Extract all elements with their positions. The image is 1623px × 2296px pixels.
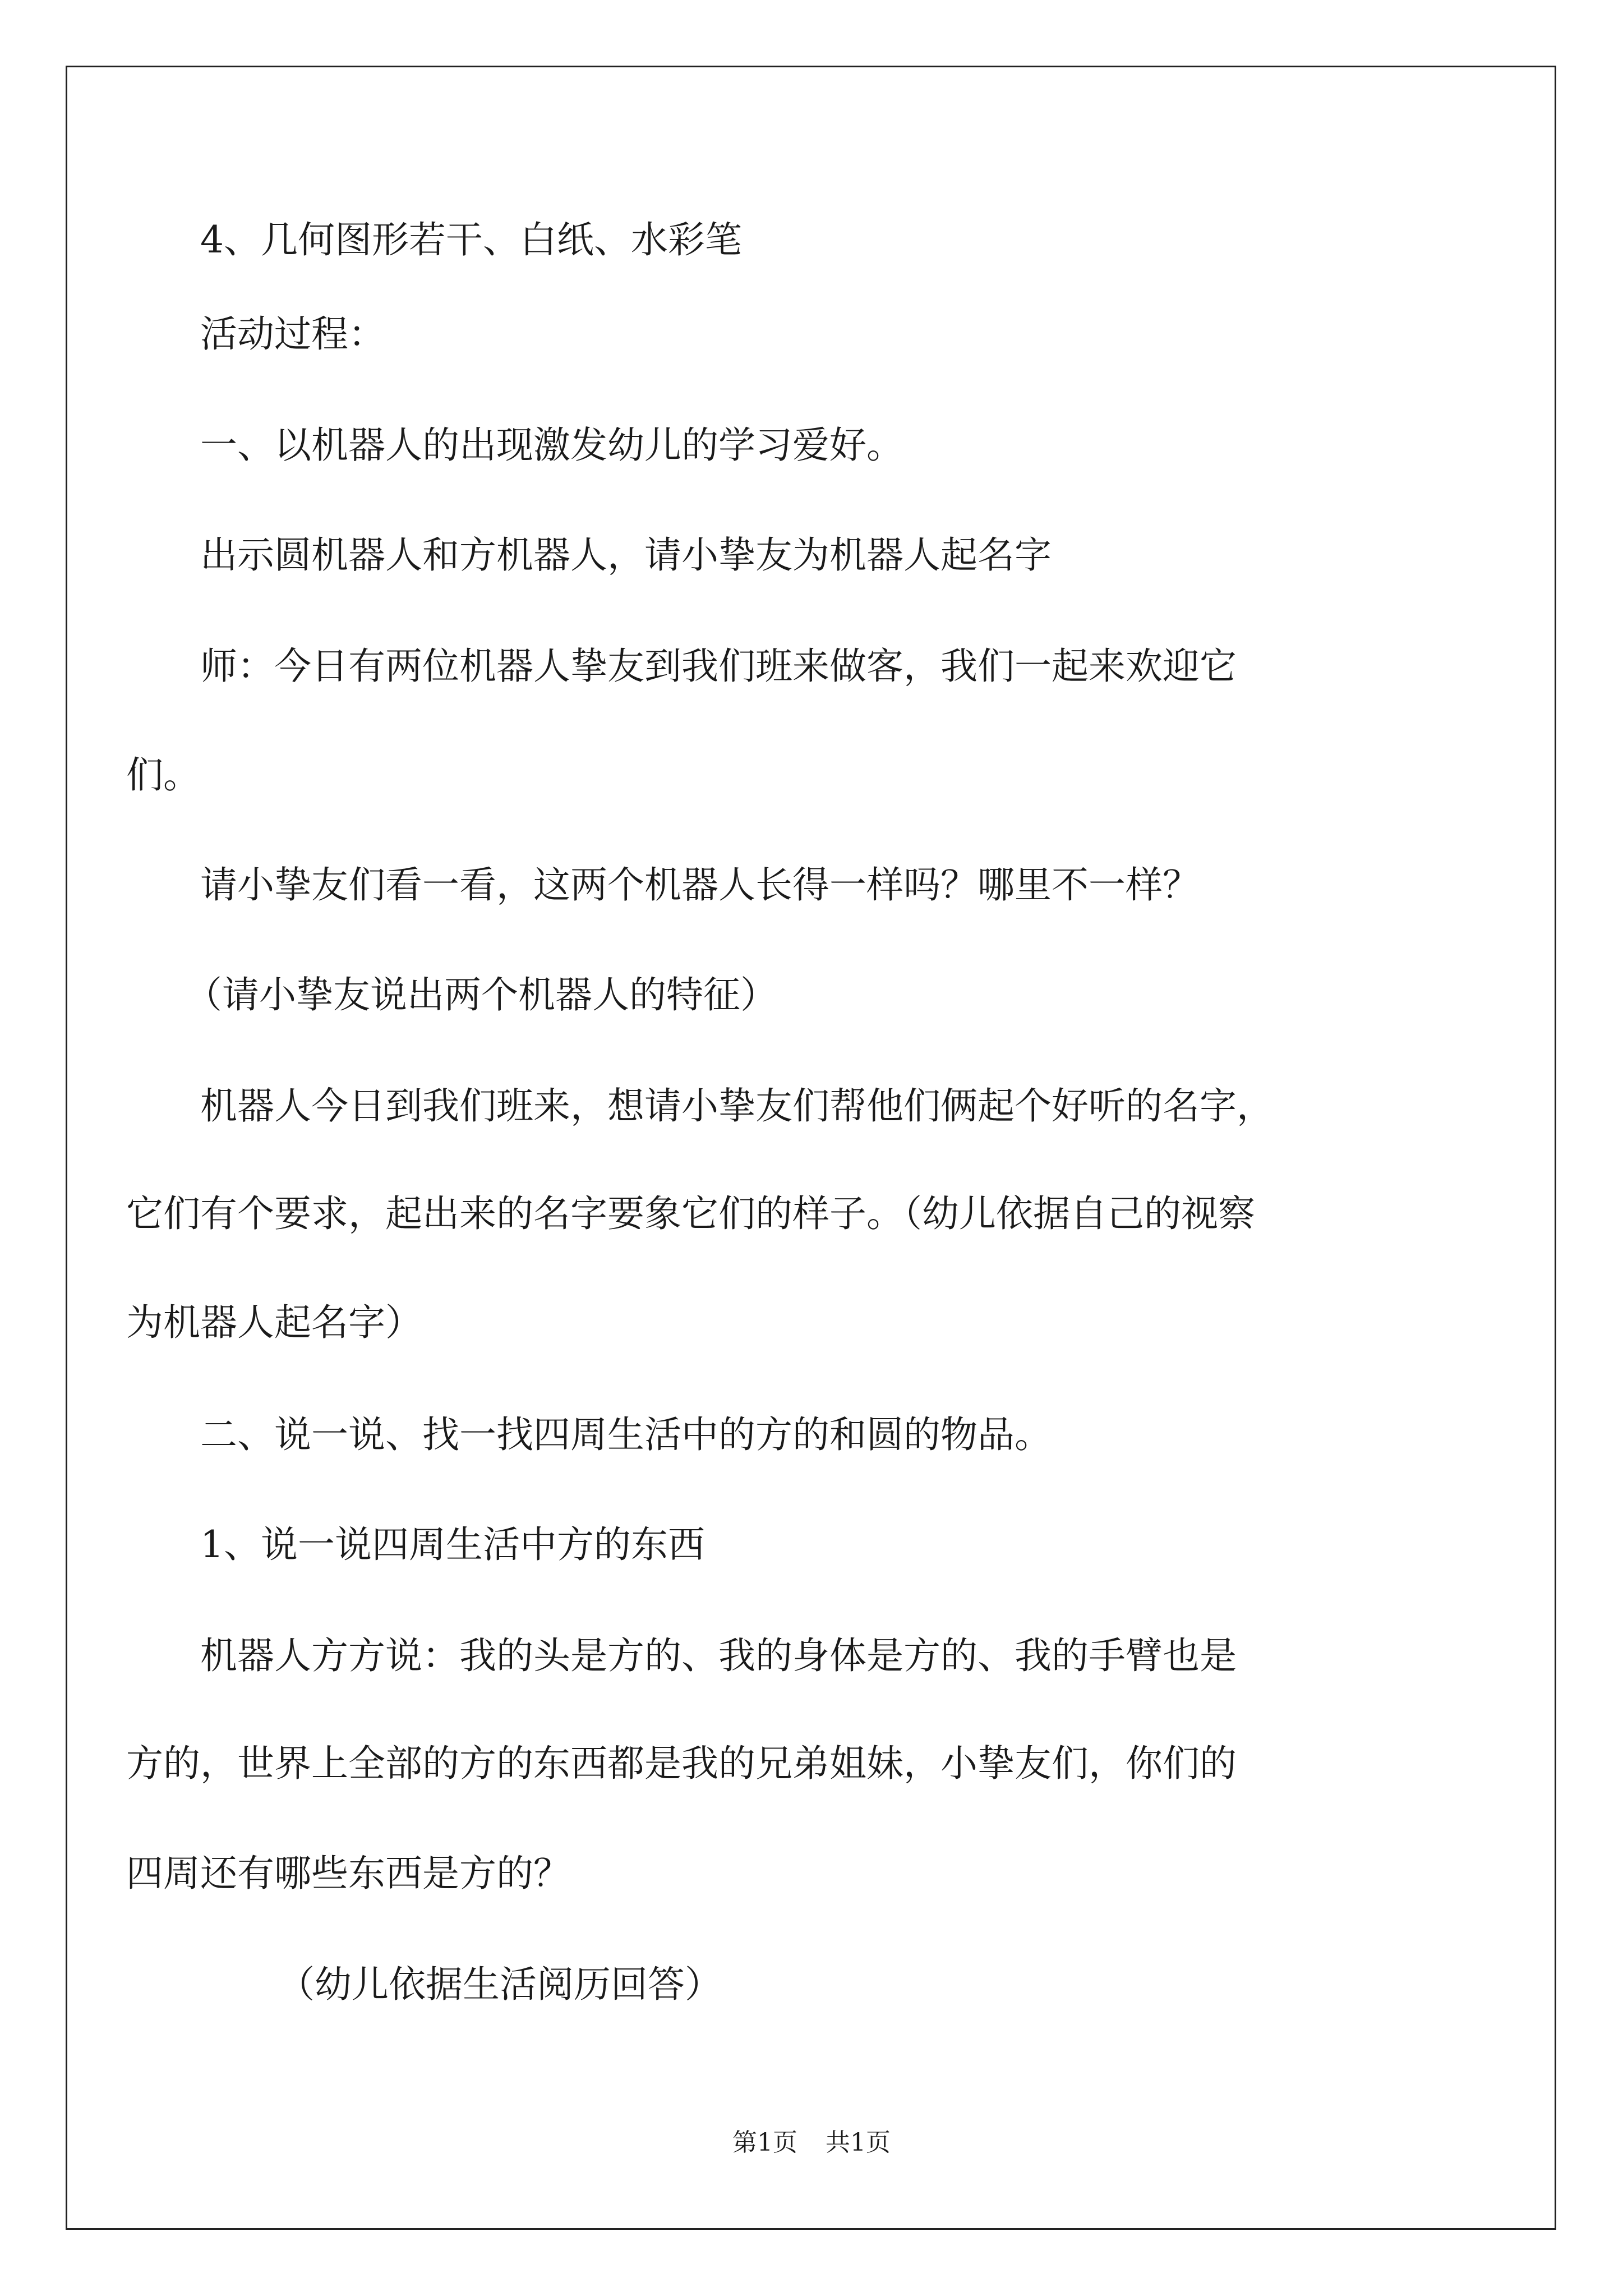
text-line: （请小挚友说出两个机器人的特征） bbox=[185, 973, 777, 1016]
text-line: 出示圆机器人和方机器人，请小挚友为机器人起名字 bbox=[200, 533, 1052, 577]
text-line: 二、说一说、找一找四周生活中的方的和圆的物品。 bbox=[200, 1413, 1052, 1456]
text-line: 机器人方方说：我的头是方的、我的身体是方的、我的手臂也是 bbox=[200, 1634, 1237, 1677]
document-body bbox=[200, 213, 1434, 267]
text-line: 机器人今日到我们班来，想请小挚友们帮他们俩起个好听的名字， bbox=[200, 1084, 1274, 1128]
text-line: （幼儿依据生活阅历回答） bbox=[278, 1963, 722, 2006]
page-footer bbox=[0, 2126, 1623, 2160]
text-line: 们。 bbox=[126, 753, 200, 797]
paragraph-materials: 4、几何图形若干、白纸、水彩笔 bbox=[200, 218, 742, 261]
text-line: 一、以机器人的出现激发幼儿的学习爱好。 bbox=[200, 424, 903, 467]
text-line: 它们有个要求，起出来的名字要象它们的样子。（幼儿依据自己的视察 bbox=[126, 1192, 1255, 1235]
text-line: 方的，世界上全部的方的东西都是我的兄弟姐妹，小挚友们，你们的 bbox=[126, 1742, 1237, 1785]
text-line: 活动过程： bbox=[200, 312, 385, 356]
text-line: 请小挚友们看一看，这两个机器人长得一样吗？哪里不一样？ bbox=[200, 863, 1200, 907]
text-line: 为机器人起名字） bbox=[126, 1301, 422, 1344]
page-number: 第1页 bbox=[732, 2128, 797, 2157]
text-line: 师：今日有两位机器人挚友到我们班来做客，我们一起来欢迎它 bbox=[200, 645, 1237, 688]
page-border bbox=[66, 66, 1556, 2230]
text-line: 四周还有哪些东西是方的？ bbox=[126, 1852, 570, 1895]
text-line: 1、说一说四周生活中方的东西 bbox=[200, 1523, 705, 1566]
page-total: 共1页 bbox=[826, 2128, 891, 2157]
